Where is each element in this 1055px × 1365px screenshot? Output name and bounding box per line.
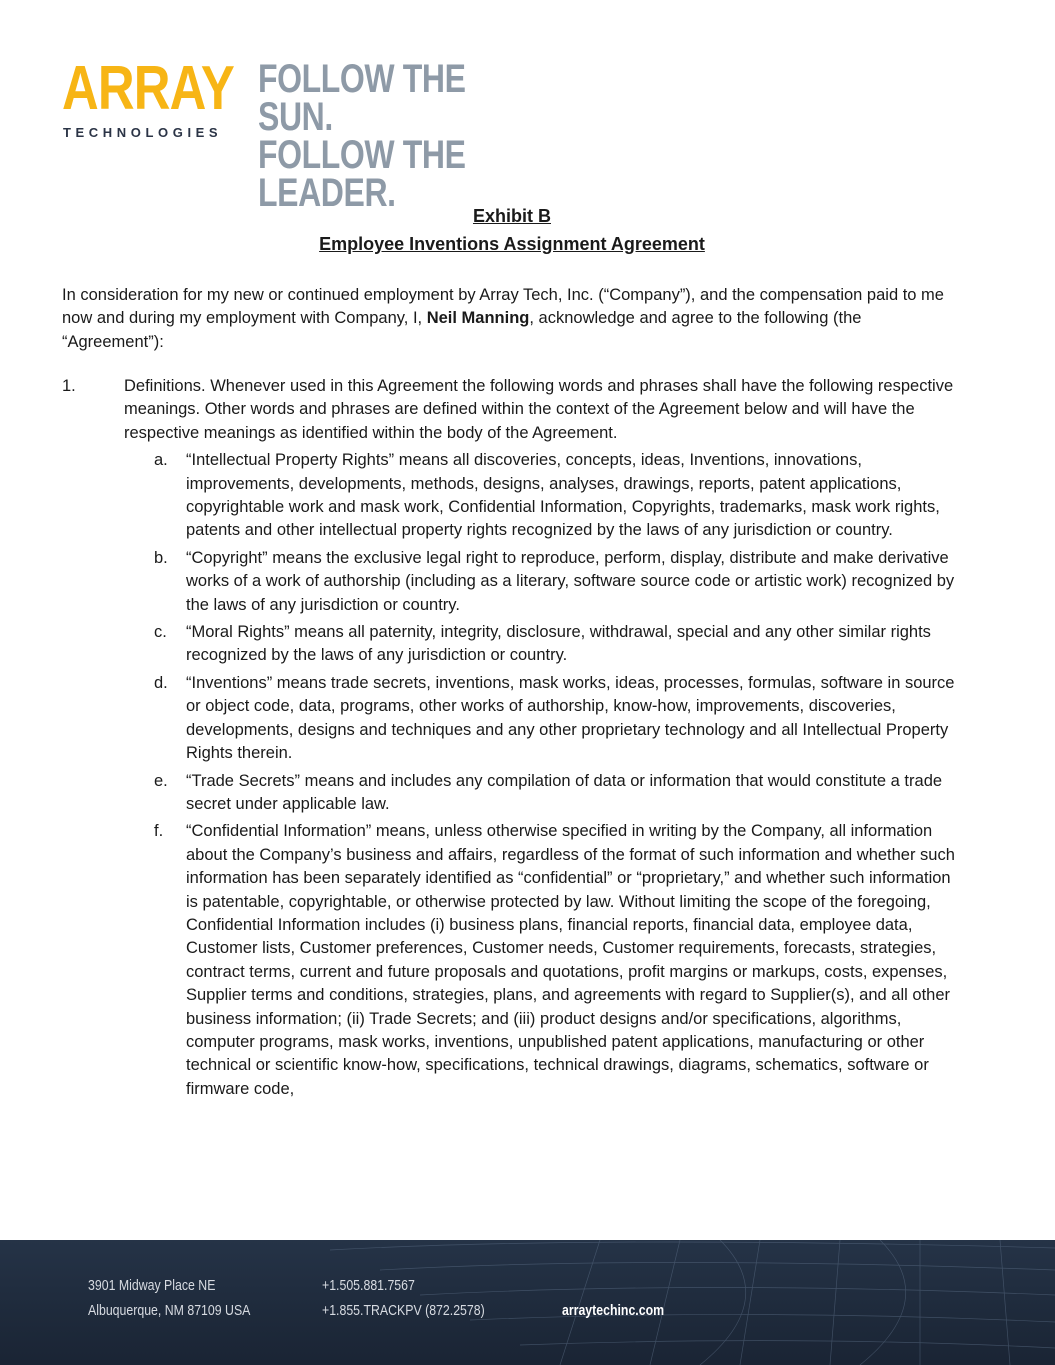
logo-wordmark: ARRAY	[62, 54, 235, 123]
definition-item	[154, 547, 962, 617]
definition-item	[154, 672, 962, 766]
section-text: Definitions. Whenever used in this Agreement the following words and phrases shall have the following respective meanings. Other words and phrases are defined within the context of the Agreement below and will have the respective meanings as identified within the body of the Agreement.	[124, 377, 954, 442]
logo-subname: TECHNOLOGIES	[63, 125, 223, 140]
footer-phone-2: +1.855.TRACKPV (872.2578)	[322, 1303, 485, 1319]
item-text: “Intellectual Property Rights” means all discoveries, concepts, ideas, Inventions, innovations, improvements, developments, methods, designs, analyses, drawings, reports, patent applications, copyrightable work and mask work, Confidential Information, Copyrights, trademarks, mask work rights, patents and other intellectual property rights recognized by the laws of any jurisdiction or country.	[186, 451, 940, 540]
item-letter: f.	[154, 822, 164, 841]
intro-text-before: In consideration for my new or continued employment by Array Tech, Inc. (“Company”), and the compensation paid to me now and during my employment with Company, I,	[62, 286, 944, 328]
intro-paragraph	[62, 284, 962, 354]
item-text: “Moral Rights” means all paternity, integrity, disclosure, withdrawal, special and any other similar rights recognized by the laws of any jurisdiction or country.	[186, 623, 931, 665]
item-letter: c.	[154, 623, 167, 642]
item-text: “Copyright” means the exclusive legal right to reproduce, perform, display, distribute and make derivative works of a work of authorship (including as a literary, software source code or artistic work) recognized by the laws of any jurisdiction or country.	[186, 548, 955, 614]
employee-name: Neil Manning	[426, 309, 530, 328]
exhibit-label: Exhibit B	[472, 206, 551, 226]
tagline-line-1: FOLLOW THE SUN.	[258, 57, 466, 139]
company-logo	[62, 54, 582, 215]
definition-list	[154, 449, 962, 1101]
definition-item	[154, 820, 962, 1101]
tagline-line-2: FOLLOW THE LEADER.	[258, 133, 466, 215]
section-definitions	[62, 375, 962, 1105]
footer-website-link[interactable]: arraytechinc.com	[562, 1303, 665, 1319]
definition-item	[154, 770, 962, 817]
item-letter: e.	[154, 771, 168, 790]
footer-address-line-1: 3901 Midway Place NE	[88, 1278, 216, 1294]
footer-phone-1: +1.505.881.7567	[322, 1278, 415, 1294]
item-text: “Trade Secrets” means and includes any compilation of data or information that would constitute a trade secret under applicable law.	[186, 771, 943, 813]
item-letter: b.	[154, 548, 168, 567]
item-text: “Inventions” means trade secrets, inventions, mask works, ideas, processes, formulas, software in source or object code, data, programs, other works of authorship, know-how, improvements, discoveries, developments, designs and techniques and any other proprietary technology and all Intellectual Property Rights therein.	[186, 673, 955, 763]
footer-address-line-2: Albuquerque, NM 87109 USA	[88, 1303, 251, 1319]
definition-item	[154, 449, 962, 543]
intro-text-after: , acknowledge and agree to the following (the “Agreement”):	[62, 309, 862, 351]
item-letter: d.	[154, 673, 168, 692]
page-footer	[0, 1240, 1055, 1365]
document-title	[62, 202, 962, 258]
logo-tagline	[258, 57, 517, 215]
agreement-title: Employee Inventions Assignment Agreement	[319, 234, 705, 254]
item-text: “Confidential Information” means, unless otherwise specified in writing by the Company, all information about the Company’s business and affairs, regardless of the format of such information and whether such information has been separately identified as “confidential” or “proprietary,” and whether such information is patentable, copyrightable, or otherwise protected by law. Without limiting the scope of the foregoing, Confidential Information includes (i) business plans, financial reports, financial data, employee data, Customer lists, Customer preferences, Customer needs, Customer requirements, forecasts, strategies, contract terms, current and future proposals and quotations, profit margins or markups, costs, expenses, Supplier terms and conditions, strategies, plans, and agreements with regard to Supplier(s), and all other business information; (ii) Trade Secrets; and (iii) product designs and/or specifications, algorithms, computer programs, mask works, inventions, unpublished patent applications, manufacturing or other technical or scientific know-how, specifications, technical drawings, diagrams, schematics, software or firmware code,	[186, 822, 955, 1098]
definition-item	[154, 621, 962, 668]
item-letter: a.	[154, 451, 168, 470]
section-number: 1.	[62, 377, 76, 395]
